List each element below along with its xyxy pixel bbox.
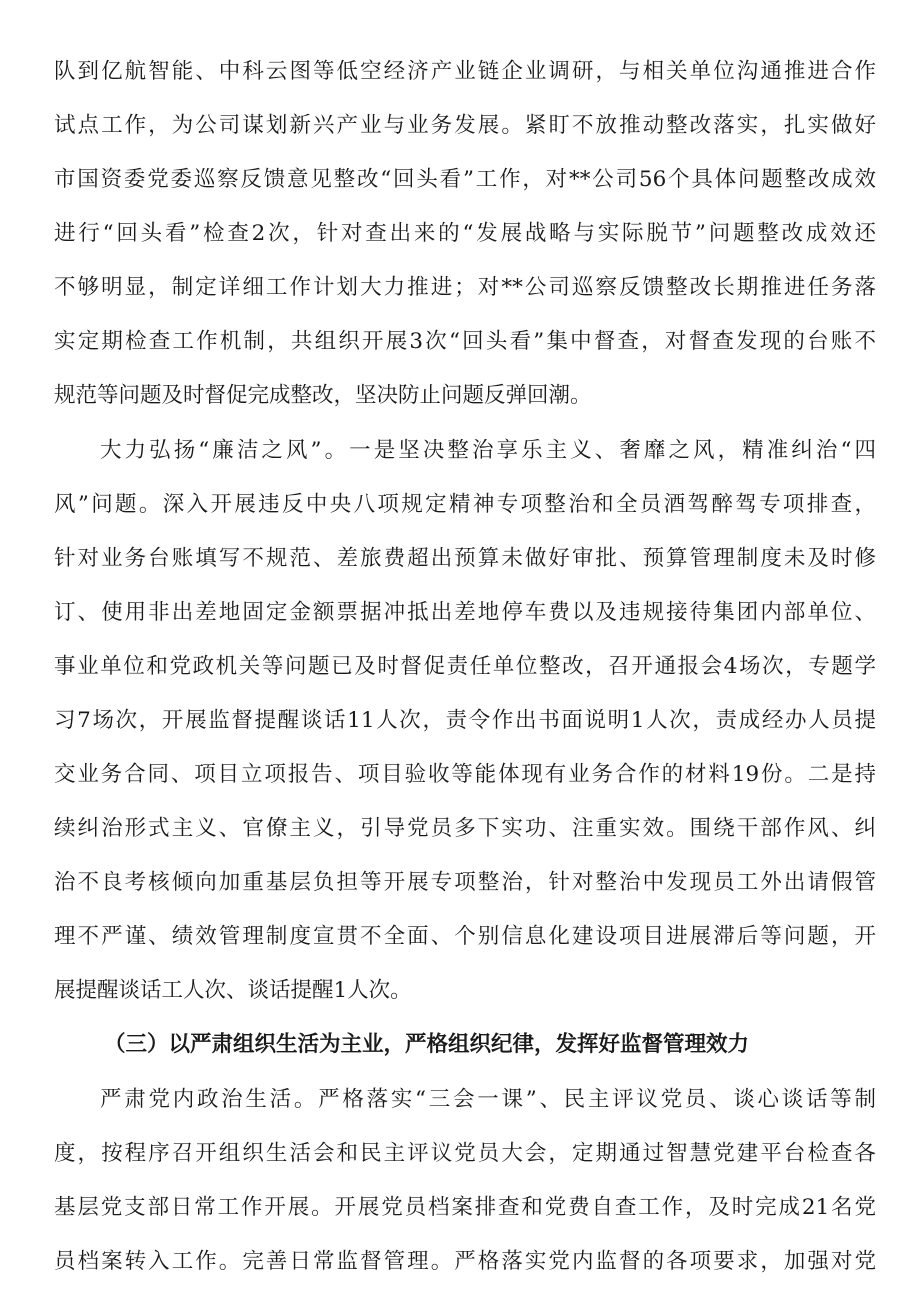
paragraph-line: 进行“回头看”检查2次，针对查出来的“发展战略与实际脱节”问题整改成效还 — [54, 221, 876, 246]
paragraph-line: 习7场次，开展监督提醒谈话11人次，责令作出书面说明1人次，责成经办人员提 — [54, 708, 876, 733]
section-heading: （三）以严肃组织生活为主业，严格组织纪律，发挥好监督管理效力 — [104, 1032, 750, 1057]
paragraph-first-line: 严肃党内政治生活。严格落实“三会一课”、民主评议党员、谈心谈话等制 — [100, 1087, 876, 1112]
paragraph-line: 交业务合同、项目立项报告、项目验收等能体现有业务合作的材料19份。二是持 — [54, 762, 876, 787]
paragraph-line: 治不良考核倾向加重基层负担等开展专项整治，针对整治中发现员工外出请假管 — [54, 870, 876, 895]
paragraph-line: 试点工作，为公司谋划新兴产业与业务发展。紧盯不放推动整改落实，扎实做好 — [54, 113, 876, 138]
paragraph-line-last: 展提醒谈话工人次、谈话提醒1人次。 — [54, 978, 412, 1003]
paragraph-line: 队到亿航智能、中科云图等低空经济产业链企业调研，与相关单位沟通推进合作 — [54, 59, 876, 84]
paragraph-line-last: 规范等问题及时督促完成整改，坚决防止问题反弹回潮。 — [54, 383, 592, 408]
paragraph-line: 订、使用非出差地固定金额票据冲抵出差地停车费以及违规接待集团内部单位、 — [54, 600, 876, 625]
paragraph-line: 员档案转入工作。完善日常监督管理。严格落实党内监督的各项要求，加强对党 — [54, 1249, 876, 1274]
paragraph-line: 基层党支部日常工作开展。开展党员档案排查和党费自查工作，及时完成21名党 — [54, 1195, 876, 1220]
paragraph-line: 针对业务台账填写不规范、差旅费超出预算未做好审批、预算管理制度未及时修 — [54, 546, 876, 571]
paragraph-line: 市国资委党委巡察反馈意见整改“回头看”工作，对**公司56个具体问题整改成效 — [54, 167, 876, 192]
paragraph-line: 理不严谨、绩效管理制度宣贯不全面、个别信息化建设项目进展滞后等问题，开 — [54, 924, 876, 949]
paragraph-line: 不够明显，制定详细工作计划大力推进；对**公司巡察反馈整改长期推进任务落 — [54, 275, 876, 300]
paragraph-line: 实定期检查工作机制，共组织开展3次“回头看”集中督查，对督查发现的台账不 — [54, 329, 876, 354]
paragraph-line: 风”问题。深入开展违反中央八项规定精神专项整治和全员酒驾醉驾专项排查， — [54, 492, 876, 517]
paragraph-line: 事业单位和党政机关等问题已及时督促责任单位整改，召开通报会4场次，专题学 — [54, 654, 876, 679]
paragraph-line: 续纠治形式主义、官僚主义，引导党员多下实功、注重实效。围绕干部作风、纠 — [54, 816, 876, 841]
paragraph-line: 度，按程序召开组织生活会和民主评议党员大会，定期通过智慧党建平台检查各 — [54, 1141, 876, 1166]
paragraph-first-line: 大力弘扬“廉洁之风”。一是坚决整治享乐主义、奢靡之风，精准纠治“四 — [100, 438, 876, 463]
